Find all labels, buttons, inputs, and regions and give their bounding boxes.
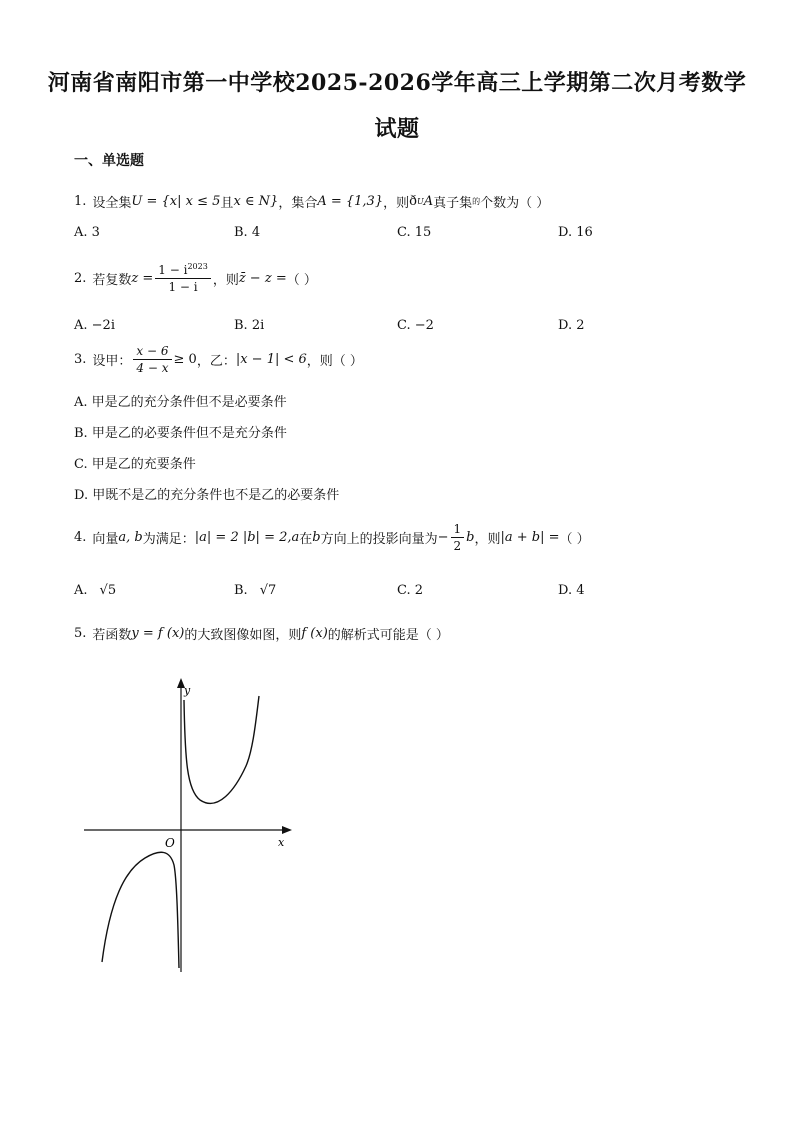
set-a-expression: A = {1,3}: [317, 194, 384, 209]
vector-a: a: [291, 530, 300, 545]
x-axis-arrow: [282, 826, 292, 834]
question-text: 的大致图像如图，则: [184, 628, 302, 643]
fraction-numerator: 1: [451, 522, 465, 538]
exponent: 2023: [187, 262, 208, 271]
z-variable: z =: [131, 270, 154, 286]
projection-vector-b: b: [466, 530, 475, 545]
magnitude-expression: |a + b| =: [500, 530, 560, 545]
origin-label: O: [165, 836, 175, 850]
fraction-denominator: 4 − x: [136, 361, 169, 375]
vector-condition: |a| = 2 |b| = 2,: [194, 530, 292, 545]
complement-set-a: A: [423, 194, 434, 209]
option-value: √5: [99, 583, 117, 598]
question-text: 设甲：: [92, 354, 132, 369]
question-5: [74, 624, 449, 643]
q4-option-c: C. 2: [397, 583, 424, 598]
fraction-numerator: x − 6: [133, 344, 171, 360]
question-number: 2.: [74, 270, 87, 286]
curve-left-branch: [102, 852, 179, 968]
option-label: A.: [74, 583, 88, 598]
q1-option-c: C. 15: [397, 225, 432, 240]
q4-option-b: [234, 583, 276, 598]
question-number: 4.: [74, 530, 87, 545]
complement-subscript: U: [416, 197, 424, 206]
fraction-denominator: 2: [453, 539, 462, 553]
z-fraction: [155, 262, 211, 294]
question-text: 设全集: [92, 196, 132, 211]
question-3: [74, 344, 363, 375]
question-1: [74, 192, 549, 211]
document-title-line1: 河南省南阳市第一中学校2025-2026学年高三上学期第二次月考数学: [47, 70, 747, 96]
vector-pair: a, b: [118, 530, 143, 545]
option-value: √7: [259, 583, 277, 598]
conjugate-expression: z̄ − z =: [238, 270, 287, 286]
question-text: 向量: [92, 532, 119, 547]
question-text: ，集合: [278, 196, 318, 211]
question-text: ，则: [474, 532, 501, 547]
q3-option-a: A. 甲是乙的充分条件但不是必要条件: [74, 395, 287, 410]
q2-option-b: B. 2i: [234, 318, 265, 333]
question-text: 真子集: [433, 196, 473, 211]
question-4: [74, 522, 590, 553]
fraction-numerator: 1 − i: [158, 263, 188, 277]
minus-sign: −: [437, 530, 449, 545]
section-heading-single-choice: 一、单选题: [74, 153, 144, 169]
x-axis-label: x: [278, 836, 285, 849]
question-text: 个数为（ ）: [480, 196, 550, 211]
document-title-line2: 试题: [374, 116, 420, 142]
question-text: 且: [220, 196, 234, 211]
question-text: 在: [299, 532, 313, 547]
question-number: 1.: [74, 194, 87, 209]
question-text: （ ）: [559, 532, 590, 547]
question-text: ，则: [383, 196, 410, 211]
projection-fraction: [451, 522, 465, 553]
question-text: 若复数: [92, 272, 132, 288]
fraction-denominator: 1 − i: [168, 280, 198, 294]
option-label: B.: [234, 583, 248, 598]
question-text: ，则（ ）: [306, 354, 363, 369]
function-expression-2: f (x): [301, 626, 328, 641]
question-text: ，则: [212, 272, 239, 288]
set-u-condition: x ∈ N}: [233, 194, 279, 209]
q3-option-d: D. 甲既不是乙的充分条件也不是乙的必要条件: [74, 488, 340, 503]
question-number: 3.: [74, 352, 87, 367]
question-text-fragment: 的: [472, 197, 481, 206]
q1-option-a: A. 3: [74, 225, 100, 240]
question-text: （ ）: [286, 272, 317, 288]
q4-option-a: [74, 583, 116, 598]
q1-option-b: B. 4: [234, 225, 261, 240]
question-text: 若函数: [92, 628, 132, 643]
set-u-expression: U = {x| x ≤ 5: [131, 194, 221, 209]
question-text: 为满足：: [142, 532, 195, 547]
q2-option-c: C. −2: [397, 318, 434, 333]
question-text: ，乙：: [196, 354, 236, 369]
q2-option-d: D. 2: [558, 318, 585, 333]
inequality-fraction: [133, 344, 171, 375]
q2-option-a: A. −2i: [74, 318, 115, 333]
function-expression: y = f (x): [131, 626, 185, 641]
question-number: 5.: [74, 626, 87, 641]
q3-option-b: B. 甲是乙的必要条件但不是充分条件: [74, 426, 287, 441]
question-text: 的解析式可能是（ ）: [327, 628, 449, 643]
complement-symbol: ð: [409, 194, 417, 209]
y-axis-label: y: [184, 684, 191, 697]
vector-b: b: [312, 530, 321, 545]
question-2: [74, 262, 317, 294]
q4-option-d: D. 4: [558, 583, 585, 598]
function-graph-figure: [70, 670, 310, 980]
q1-option-d: D. 16: [558, 225, 593, 240]
curve-right-branch: [184, 696, 259, 803]
inequality-2: |x − 1| < 6: [235, 352, 307, 367]
q3-option-c: C. 甲是乙的充要条件: [74, 457, 196, 472]
question-text: 方向上的投影向量为: [320, 532, 438, 547]
inequality-1: ≥ 0: [173, 352, 197, 367]
